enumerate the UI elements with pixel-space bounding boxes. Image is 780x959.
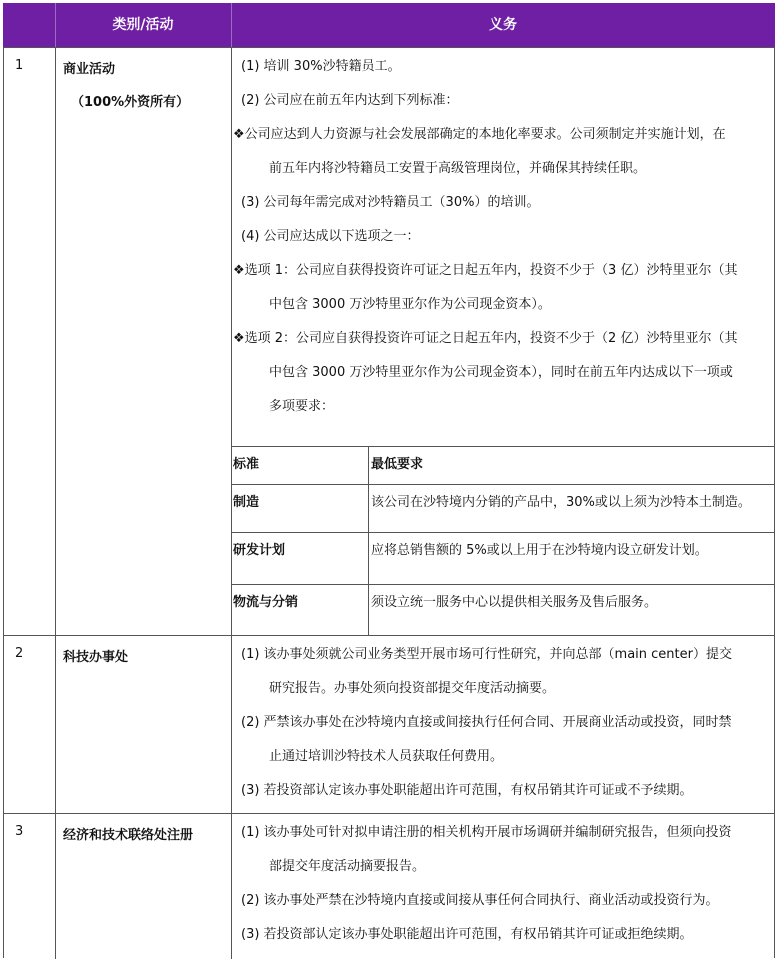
category-subtitle: （100%外资所有） [71, 95, 190, 110]
obligation-line: 止通过培训沙特技术人员获取任何费用。 [269, 749, 504, 764]
header-category: 类别/活动 [55, 3, 232, 47]
criteria-value: 该公司在沙特境内分销的产品中，30%或以上须为沙特本土制造。 [371, 495, 751, 510]
criteria-row [231, 584, 775, 637]
category-title: 商业活动 [63, 62, 116, 77]
obligation-line: (3) 若投资部认定该办事处职能超出许可范围，有权吊销其许可证或不予续期。 [241, 783, 693, 798]
criteria-value: 应将总销售额的 5%或以上用于在沙特境内设立研发计划。 [371, 543, 708, 558]
criteria-key: 标准 [233, 457, 260, 472]
obligation-line: (2) 该办事处严禁在沙特境内直接或间接从事任何合同执行、商业活动或投资行为。 [241, 893, 719, 908]
criteria-table [231, 446, 775, 636]
obligation-line: (3) 公司每年需完成对沙特籍员工（30%）的培训。 [241, 195, 540, 210]
obligation-line: ❖选项 1：公司应自获得投资许可证之日起五年内，投资不少于（3 亿）沙特里亚尔（其 [233, 263, 738, 278]
obligation-line: (2) 严禁该办事处在沙特境内直接或间接执行任何合同、开展商业活动或投资，同时禁 [241, 715, 732, 730]
obligation-line: 前五年内将沙特籍员工安置于高级管理岗位，并确保其持续任职。 [269, 161, 647, 176]
row-category [63, 646, 228, 665]
category-title: 经济和技术联络处注册 [63, 828, 194, 843]
obligation-line: 中包含 3000 万沙特里亚尔作为公司现金资本）。 [269, 297, 551, 312]
row-category [63, 824, 228, 843]
obligation-line: (1) 该办事处可针对拟申请注册的相关机构开展市场调研并编制研究报告，但须向投资 [241, 825, 732, 840]
criteria-value: 最低要求 [371, 457, 424, 472]
obligation-text [233, 50, 773, 424]
criteria-row [231, 532, 775, 585]
obligation-line: (2) 公司应在前五年内达到下列标准： [241, 93, 459, 108]
obligation-text [241, 816, 773, 952]
row-category [63, 58, 228, 110]
obligation-line: 部提交年度活动摘要报告。 [269, 859, 426, 874]
criteria-key: 制造 [233, 495, 260, 510]
header-obligation: 义务 [489, 17, 517, 33]
table-row [3, 635, 775, 814]
criteria-row [231, 484, 775, 533]
obligation-line: (3) 若投资部认定该办事处职能超出许可范围，有权吊销其许可证或拒绝续期。 [241, 927, 693, 942]
row-number: 2 [15, 646, 24, 661]
obligation-text [241, 638, 773, 808]
criteria-key: 研发计划 [233, 543, 286, 558]
criteria-key: 物流与分销 [233, 595, 299, 610]
table-header [3, 3, 775, 47]
obligation-line: (4) 公司应达成以下选项之一： [241, 229, 420, 244]
obligation-line: (1) 培训 30%沙特籍员工。 [241, 59, 401, 74]
obligation-line: ❖公司应达到人力资源与社会发展部确定的本地化率要求。公司须制定并实施计划，在 [233, 127, 726, 142]
obligation-line: ❖选项 2：公司应自获得投资许可证之日起五年内，投资不少于（2 亿）沙特里亚尔（其 [233, 331, 738, 346]
criteria-row [231, 446, 775, 485]
obligation-line: (1) 该办事处须就公司业务类型开展市场可行性研究，并向总部（main center）提交 [241, 647, 732, 662]
obligation-line: 研究报告。办事处须向投资部提交年度活动摘要。 [269, 681, 556, 696]
row-number: 1 [15, 58, 24, 73]
obligation-line: 中包含 3000 万沙特里亚尔作为公司现金资本），同时在前五年内达成以下一项或 [269, 365, 733, 380]
table-row [3, 813, 775, 959]
obligation-line: 多项要求： [269, 399, 335, 414]
criteria-value: 须设立统一服务中心以提供相关服务及售后服务。 [371, 595, 658, 610]
table-row [3, 47, 775, 636]
category-title: 科技办事处 [63, 650, 129, 665]
row-number: 3 [15, 824, 24, 839]
